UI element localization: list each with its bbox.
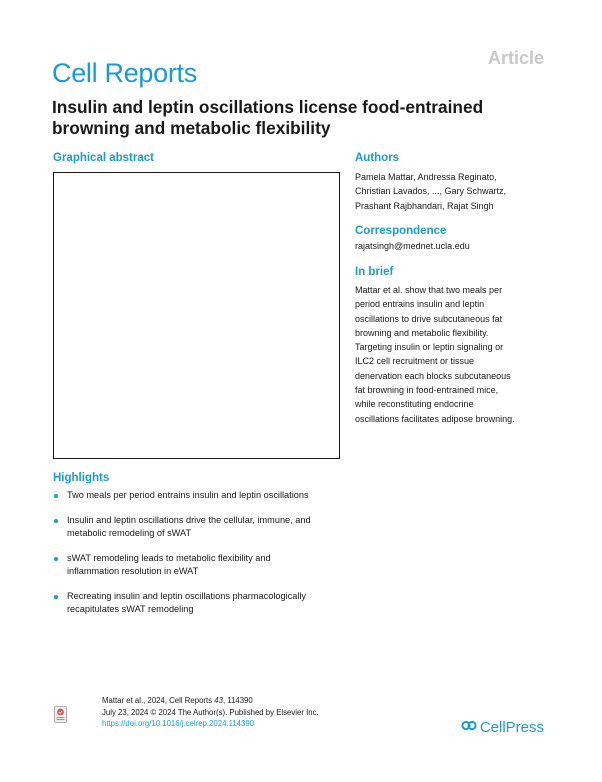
highlights-heading: Highlights: [53, 472, 110, 484]
article-title: Insulin and leptin oscillations license food-entrained browning and metabolic flexibility: [52, 97, 484, 138]
cellpress-logo: [461, 718, 544, 737]
bullet-icon: [54, 519, 58, 523]
highlight-line: Two meals per period entrains insulin and leptin oscillations: [67, 490, 309, 500]
correspondence-heading: Correspondence: [355, 225, 447, 237]
highlight-item: [53, 514, 353, 541]
journal-name: Cell Reports: [52, 58, 197, 88]
highlight-item: [53, 590, 353, 617]
in-brief-line: browning and metabolic flexibility.: [355, 327, 489, 338]
highlight-line: Recreating insulin and leptin oscillations pharmacologically: [67, 590, 307, 601]
authors-list: [355, 170, 555, 213]
in-brief-heading: In brief: [355, 266, 394, 278]
in-brief-line: Targeting insulin or leptin signaling or: [355, 342, 504, 353]
citation-line: [102, 695, 319, 707]
in-brief-line: oscillations to drive subcutaneous fat: [355, 313, 503, 324]
in-brief-line: denervation each blocks subcutaneous: [355, 370, 511, 381]
in-brief-line: period entrains insulin and leptin: [355, 299, 485, 310]
doi-link[interactable]: https://doi.org/10.1016/j.celrep.2024.114390: [102, 719, 255, 728]
article-type-label: Article: [487, 48, 544, 68]
authors-heading: Authors: [355, 152, 400, 164]
in-brief-line: ILC2 cell recruitment or tissue: [355, 356, 475, 367]
highlight-item: [53, 489, 353, 503]
authors-line: Pamela Mattar, Andressa Reginato,: [355, 172, 497, 182]
highlight-line: metabolic remodeling of sWAT: [67, 528, 192, 538]
in-brief-text: [355, 283, 565, 426]
in-brief-line: fat browning in food-entrained mice,: [355, 385, 499, 396]
highlight-line: recapitulates sWAT remodeling: [67, 604, 194, 614]
graphical-abstract-heading: Graphical abstract: [53, 152, 154, 164]
highlight-item: [53, 552, 353, 579]
correspondence-email[interactable]: rajatsingh@mednet.ucla.edu: [355, 241, 470, 251]
date-license: July 23, 2024 © 2024 The Author(s). Published by Elsevier Inc.: [102, 707, 319, 717]
authors-line: Christian Lavados, ..., Gary Schwartz,: [355, 186, 507, 197]
highlight-line: Insulin and leptin oscillations drive the cellular, immune, and: [67, 514, 311, 525]
bullet-icon: [54, 557, 58, 561]
bullet-icon: [54, 595, 58, 599]
cellpress-logo-icon: [461, 718, 477, 737]
highlight-line: sWAT remodeling leads to metabolic flexibility and: [67, 552, 271, 563]
highlight-line: inflammation resolution in eWAT: [67, 566, 199, 576]
highlights-list: [53, 489, 353, 628]
bullet-icon: [54, 494, 58, 498]
in-brief-line: Mattar et al. show that two meals per: [355, 285, 503, 295]
citation-footer: [102, 695, 319, 730]
graphical-abstract-frame: [53, 172, 340, 459]
check-for-updates-icon[interactable]: [54, 706, 67, 723]
authors-line: Prashant Rajbhandari, Rajat Singh: [355, 200, 494, 211]
in-brief-line: while reconstituting endocrine: [355, 399, 474, 410]
citation-suffix: , 114390: [222, 696, 253, 705]
citation-volume: 43: [214, 696, 223, 705]
cellpress-logo-text: CellPress: [479, 719, 544, 736]
in-brief-line: oscillations facilitates adipose browning.: [355, 413, 515, 424]
citation-prefix: Mattar et al., 2024, Cell Reports: [102, 696, 215, 705]
